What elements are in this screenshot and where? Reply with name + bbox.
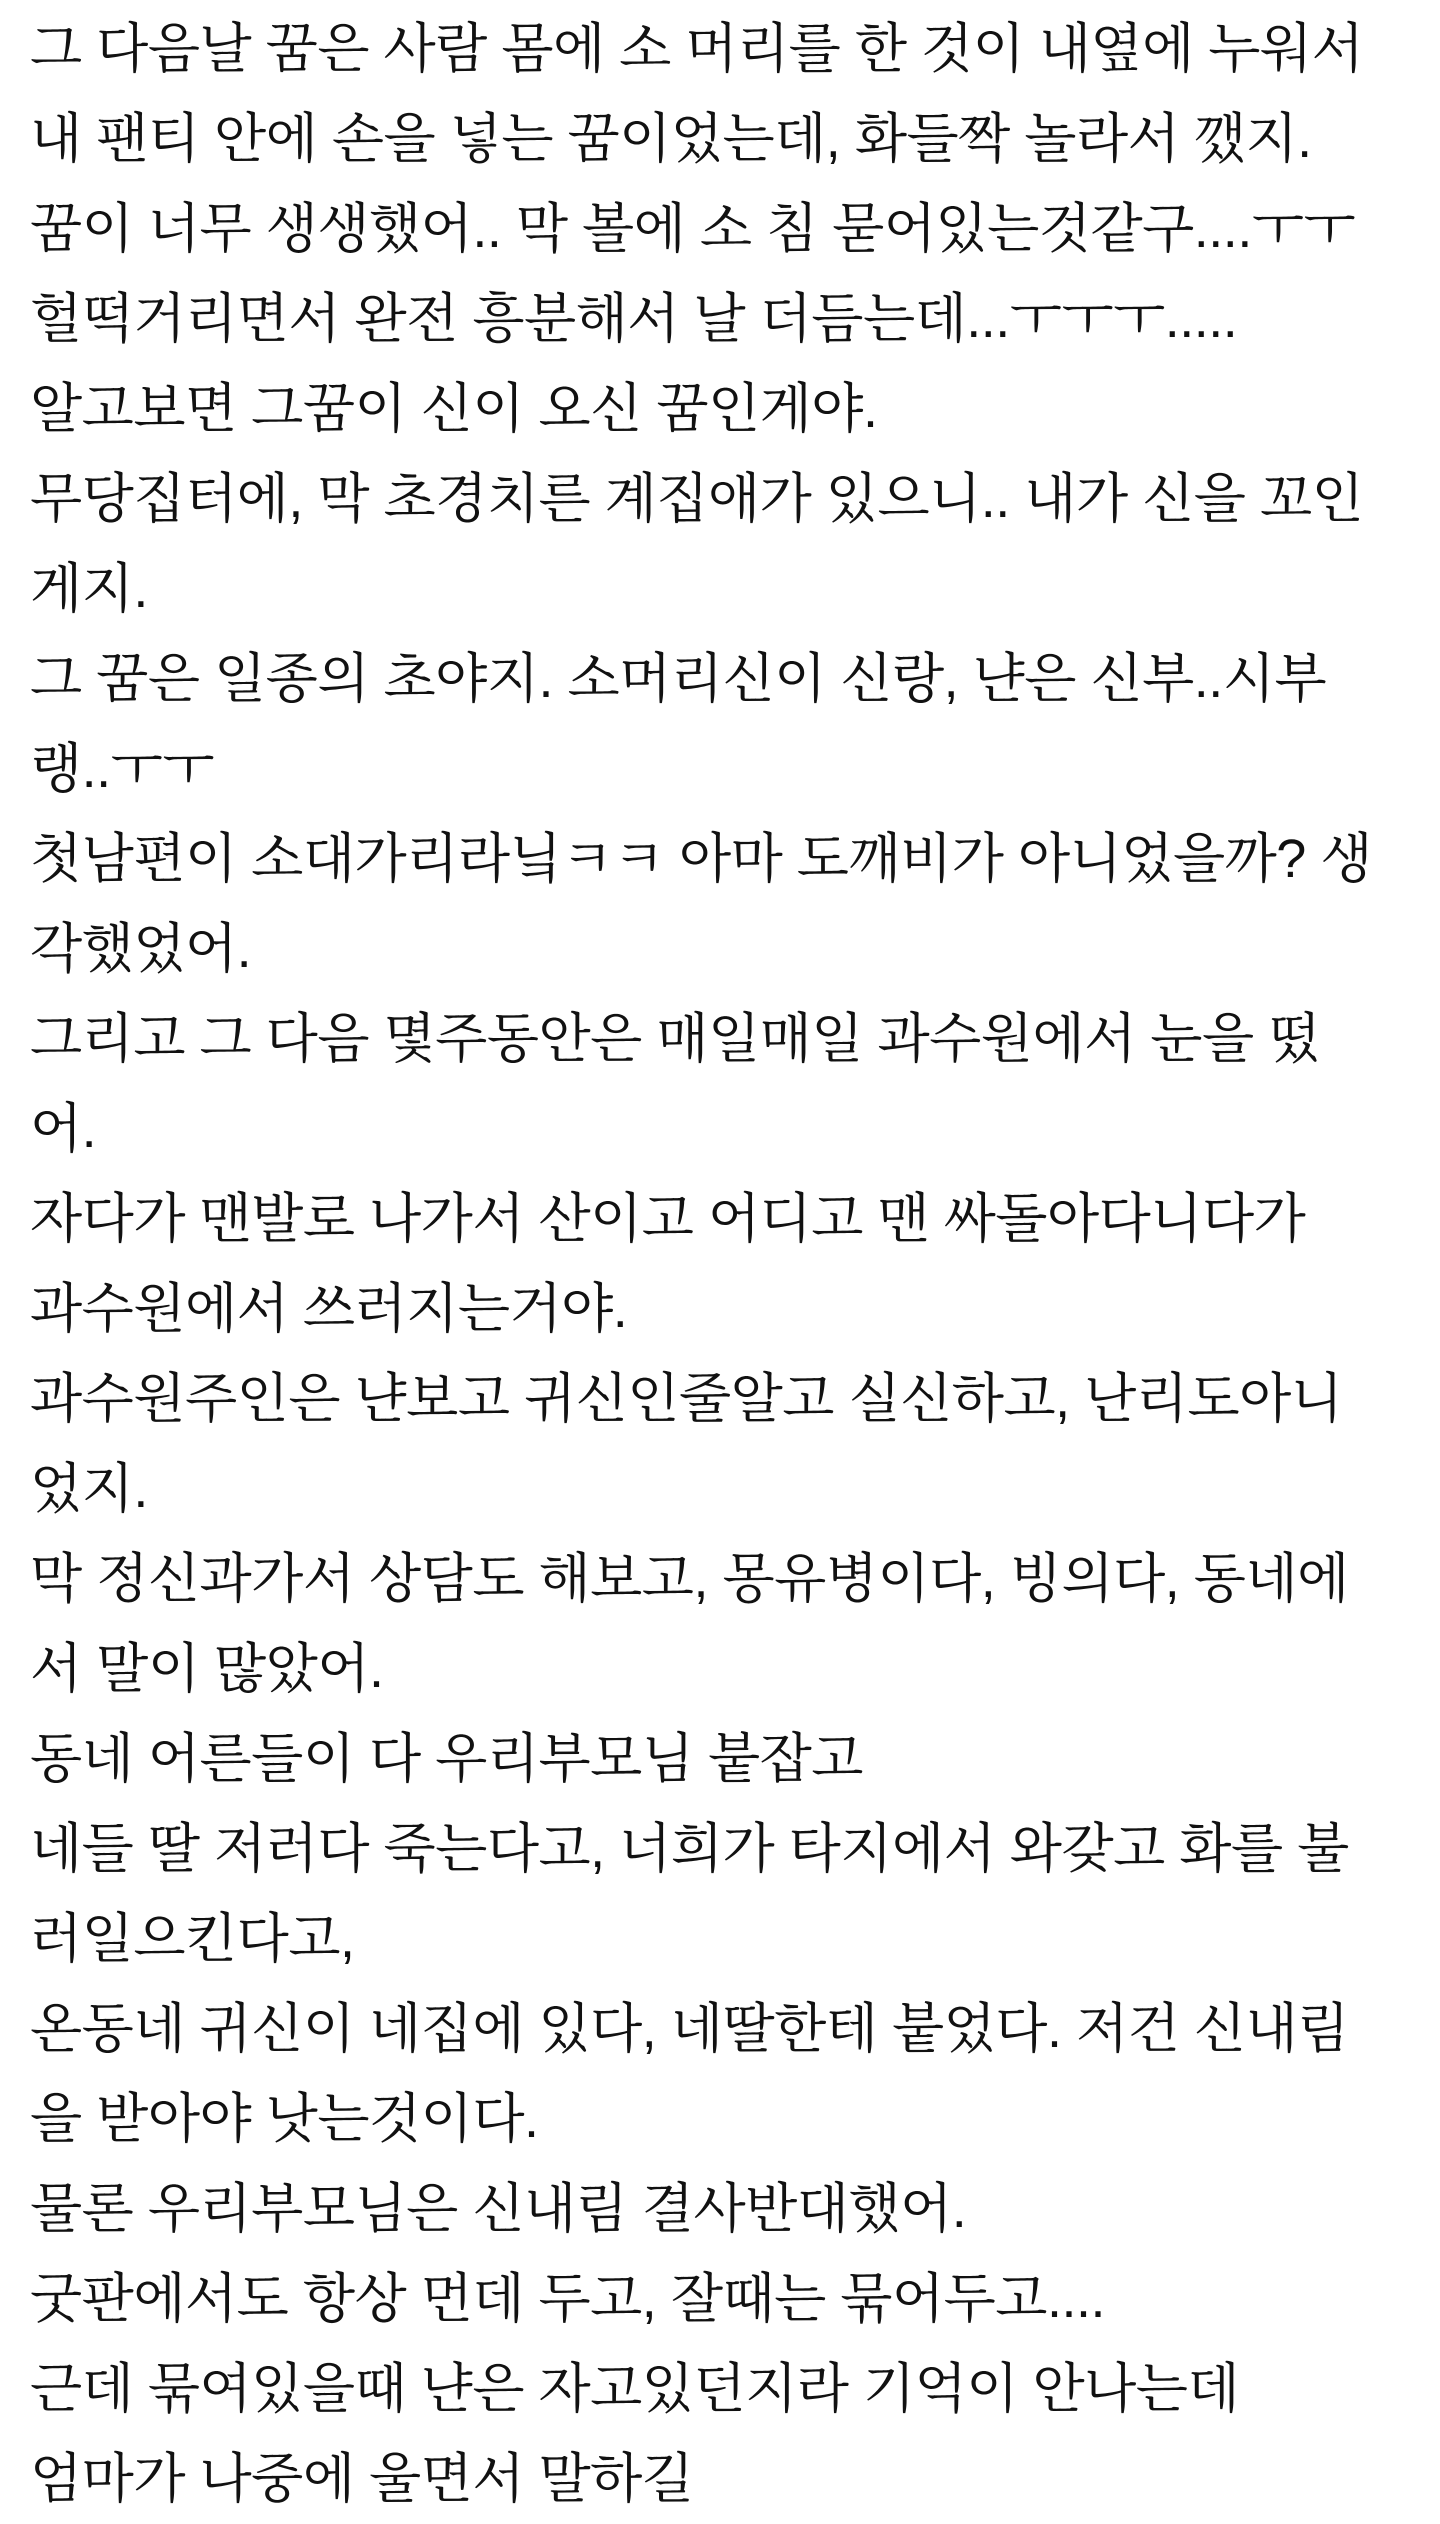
text-line: 게지.	[30, 559, 148, 619]
text-line: 엄마가 나중에 울면서 말하길	[30, 2449, 694, 2509]
text-line: 과수원에서 쓰러지는거야.	[30, 1279, 628, 1339]
text-line: 굿판에서도 항상 먼데 두고, 잘때는 묶어두고....	[30, 2269, 1105, 2329]
text-line: 랭..ㅜㅜ	[30, 739, 214, 799]
text-line: 동네 어른들이 다 우리부모님 붙잡고	[30, 1729, 863, 1789]
text-line: 물론 우리부모님은 신내림 결사반대했어.	[30, 2179, 967, 2239]
text-line: 그리고 그 다음 몇주동안은 매일매일 과수원에서 눈을 떴	[30, 1009, 1320, 1069]
text-line: 어.	[30, 1099, 97, 1159]
text-line: 러일으킨다고,	[30, 1909, 355, 1969]
text-line: 내 팬티 안에 손을 넣는 꿈이었는데, 화들짝 놀라서 깼지.	[30, 109, 1312, 169]
text-line: 막 정신과가서 상담도 해보고, 몽유병이다, 빙의다, 동네에	[30, 1549, 1349, 1609]
text-line: 자다가 맨발로 나가서 산이고 어디고 맨 싸돌아다니다가	[30, 1189, 1306, 1249]
text-line: 헐떡거리면서 완전 흥분해서 날 더듬는데...ㅜㅜㅜ.....	[30, 289, 1238, 349]
text-line: 그 꿈은 일종의 초야지. 소머리신이 신랑, 냔은 신부..시부	[30, 649, 1327, 709]
text-line: 을 받아야 낫는것이다.	[30, 2089, 539, 2149]
text-line: 각했었어.	[30, 919, 252, 979]
text-line: 무당집터에, 막 초경치른 계집애가 있으니.. 내가 신을 꼬인	[30, 469, 1364, 529]
text-line: 첫남편이 소대가리라닠ㅋㅋ 아마 도깨비가 아니었을까? 생	[30, 829, 1372, 889]
text-line: 온동네 귀신이 네집에 있다, 네딸한테 붙었다. 저건 신내림	[30, 1999, 1349, 2059]
text-line: 그 다음날 꿈은 사람 몸에 소 머리를 한 것이 내옆에 누워서	[30, 19, 1364, 79]
text-line: 과수원주인은 냔보고 귀신인줄알고 실신하고, 난리도아니	[30, 1369, 1343, 1429]
text-line: 었지.	[30, 1459, 148, 1519]
text-line: 근데 묶여있을때 냔은 자고있던지라 기억이 안나는데	[30, 2359, 1240, 2419]
text-line: 꿈이 너무 생생했어.. 막 볼에 소 침 묻어있는것같구....ㅜㅜ	[30, 199, 1356, 259]
text-line: 서 말이 많았어.	[30, 1639, 384, 1699]
text-line: 네들 딸 저러다 죽는다고, 너희가 타지에서 와갖고 화를 불	[30, 1819, 1349, 1879]
text-line: 알고보면 그꿈이 신이 오신 꿈인게야.	[30, 379, 878, 439]
